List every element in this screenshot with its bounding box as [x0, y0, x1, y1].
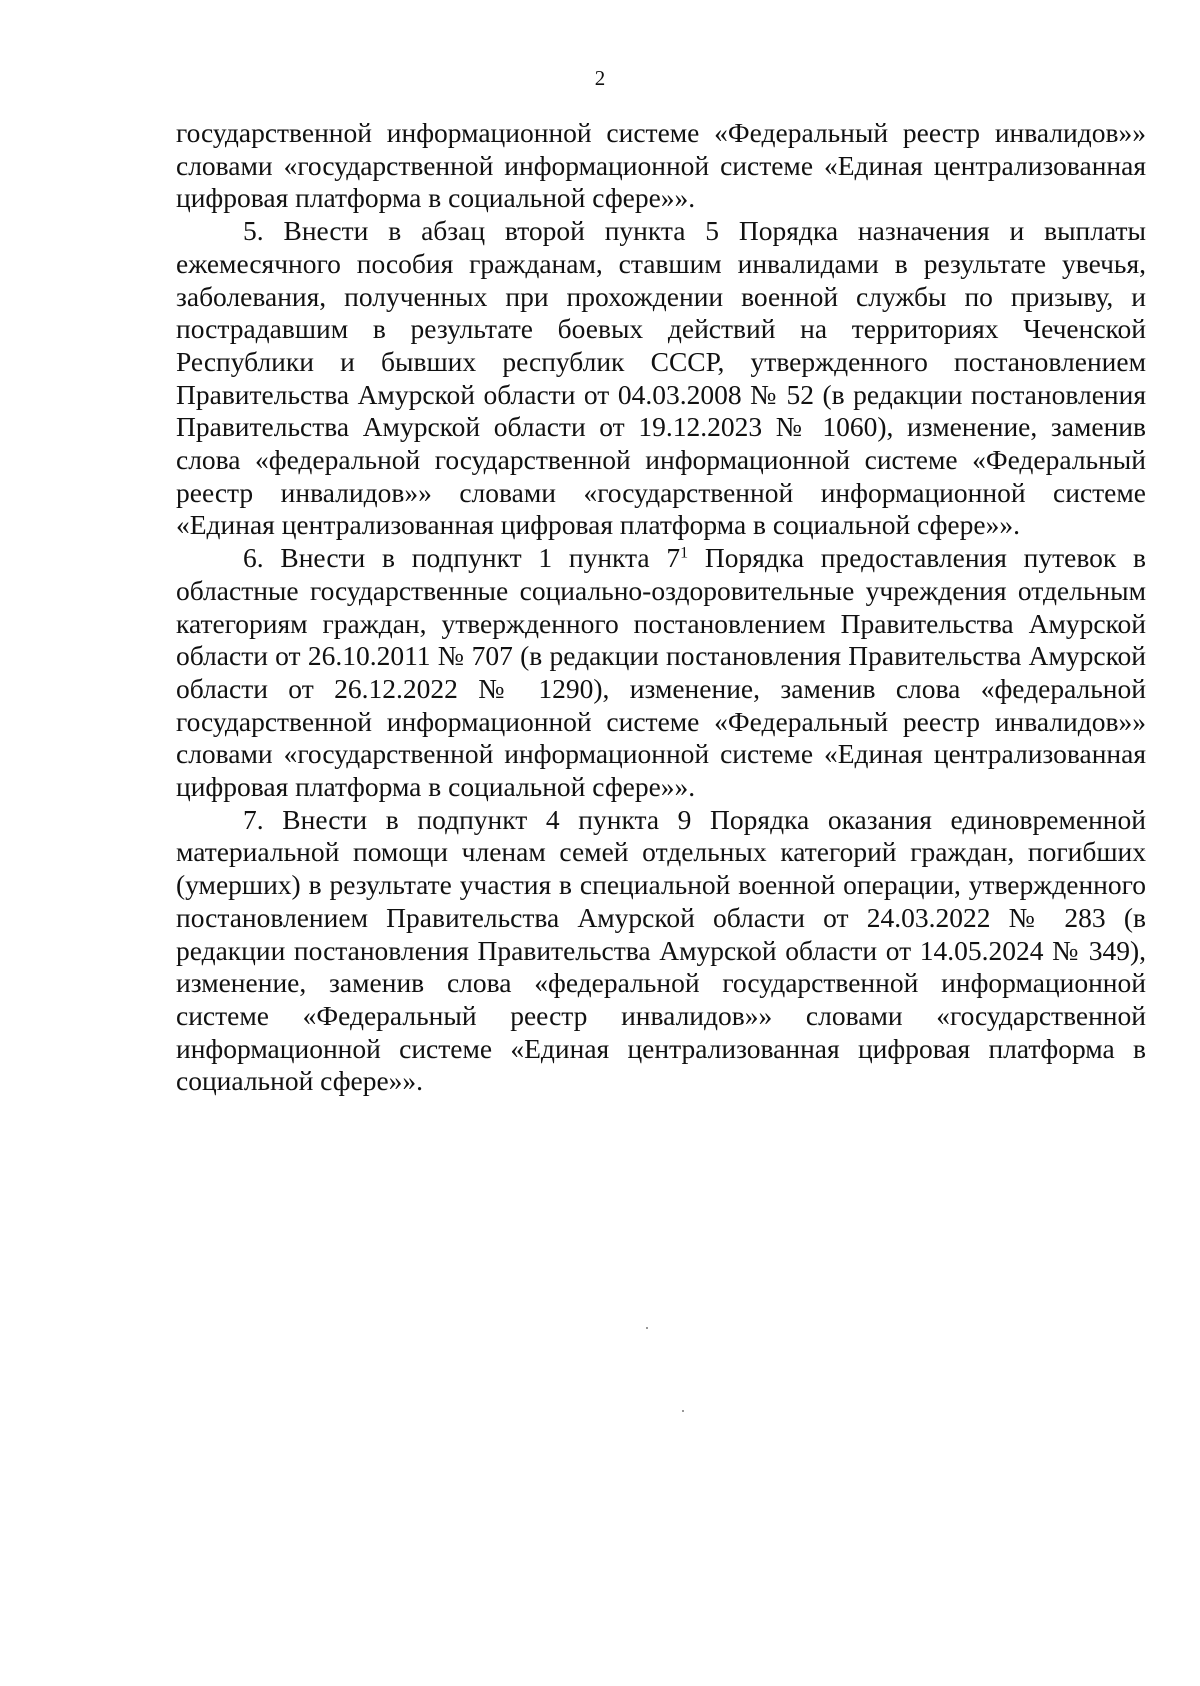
- document-body: [176, 117, 1146, 1098]
- paragraph-continuation: государственной информационной системе «Федеральный реестр инвалидов»» словами «государственной информационной системе «Единая централизованная цифровая платформа в социальной сфере»».: [176, 117, 1146, 214]
- scan-speck: [682, 1410, 684, 1412]
- scan-speck: [646, 1327, 648, 1329]
- paragraph-item-7: 7. Внести в подпункт 4 пункта 9 Порядка оказания единовременной материальной помощи членам семей отдельных категорий граждан, погибших (умерших) в результате участия в специальной военной операции, утвержденного постановлением Правительства Амурской области от 24.03.2022 № 283 (в редакции постановления Правительства Амурской области от 14.05.2024 № 349), изменение, заменив слова «федеральной государственной информационной системе «Федеральный реестр инвалидов»» словами «государственной информационной системе «Единая централизованная цифровая платформа в социальной сфере»».: [176, 803, 1146, 1097]
- paragraph-item-6-rest: Порядка предоставления путевок в областные государственные социально-оздоровительные учреждения отдельным категориям граждан, утвержденного постановлением Правительства Амурской области от 26.10.2011 № 707 (в редакции постановления Правительства Амурской области от 26.12.2022 № 1290), изменение, заменив слова «федеральной государственной информационной системе «Федеральный реестр инвалидов»» словами «государственной информационной системе «Единая централизованная цифровая платформа в социальной сфере»».: [176, 542, 1146, 803]
- paragraph-item-6: [176, 542, 1146, 804]
- paragraph-item-5: 5. Внести в абзац второй пункта 5 Порядка назначения и выплаты ежемесячного пособия гражданам, ставшим инвалидами в результате увечья, заболевания, полученных при прохождении военной службы по призыву, и пострадавшим в результате боевых действий на территориях Чеченской Республики и бывших республик СССР, утвержденного постановлением Правительства Амурской области от 04.03.2008 № 52 (в редакции постановления Правительства Амурской области от 19.12.2023 № 1060), изменение, заменив слова «федеральной государственной информационной системе «Федеральный реестр инвалидов»» словами «государственной информационной системе «Единая централизованная цифровая платформа в социальной сфере»».: [176, 215, 1146, 541]
- paragraph-item-6-lead: 6. Внести в подпункт 1 пункта 7: [243, 542, 681, 574]
- page-number: 2: [594, 66, 606, 90]
- superscript-mark: 1: [680, 544, 689, 562]
